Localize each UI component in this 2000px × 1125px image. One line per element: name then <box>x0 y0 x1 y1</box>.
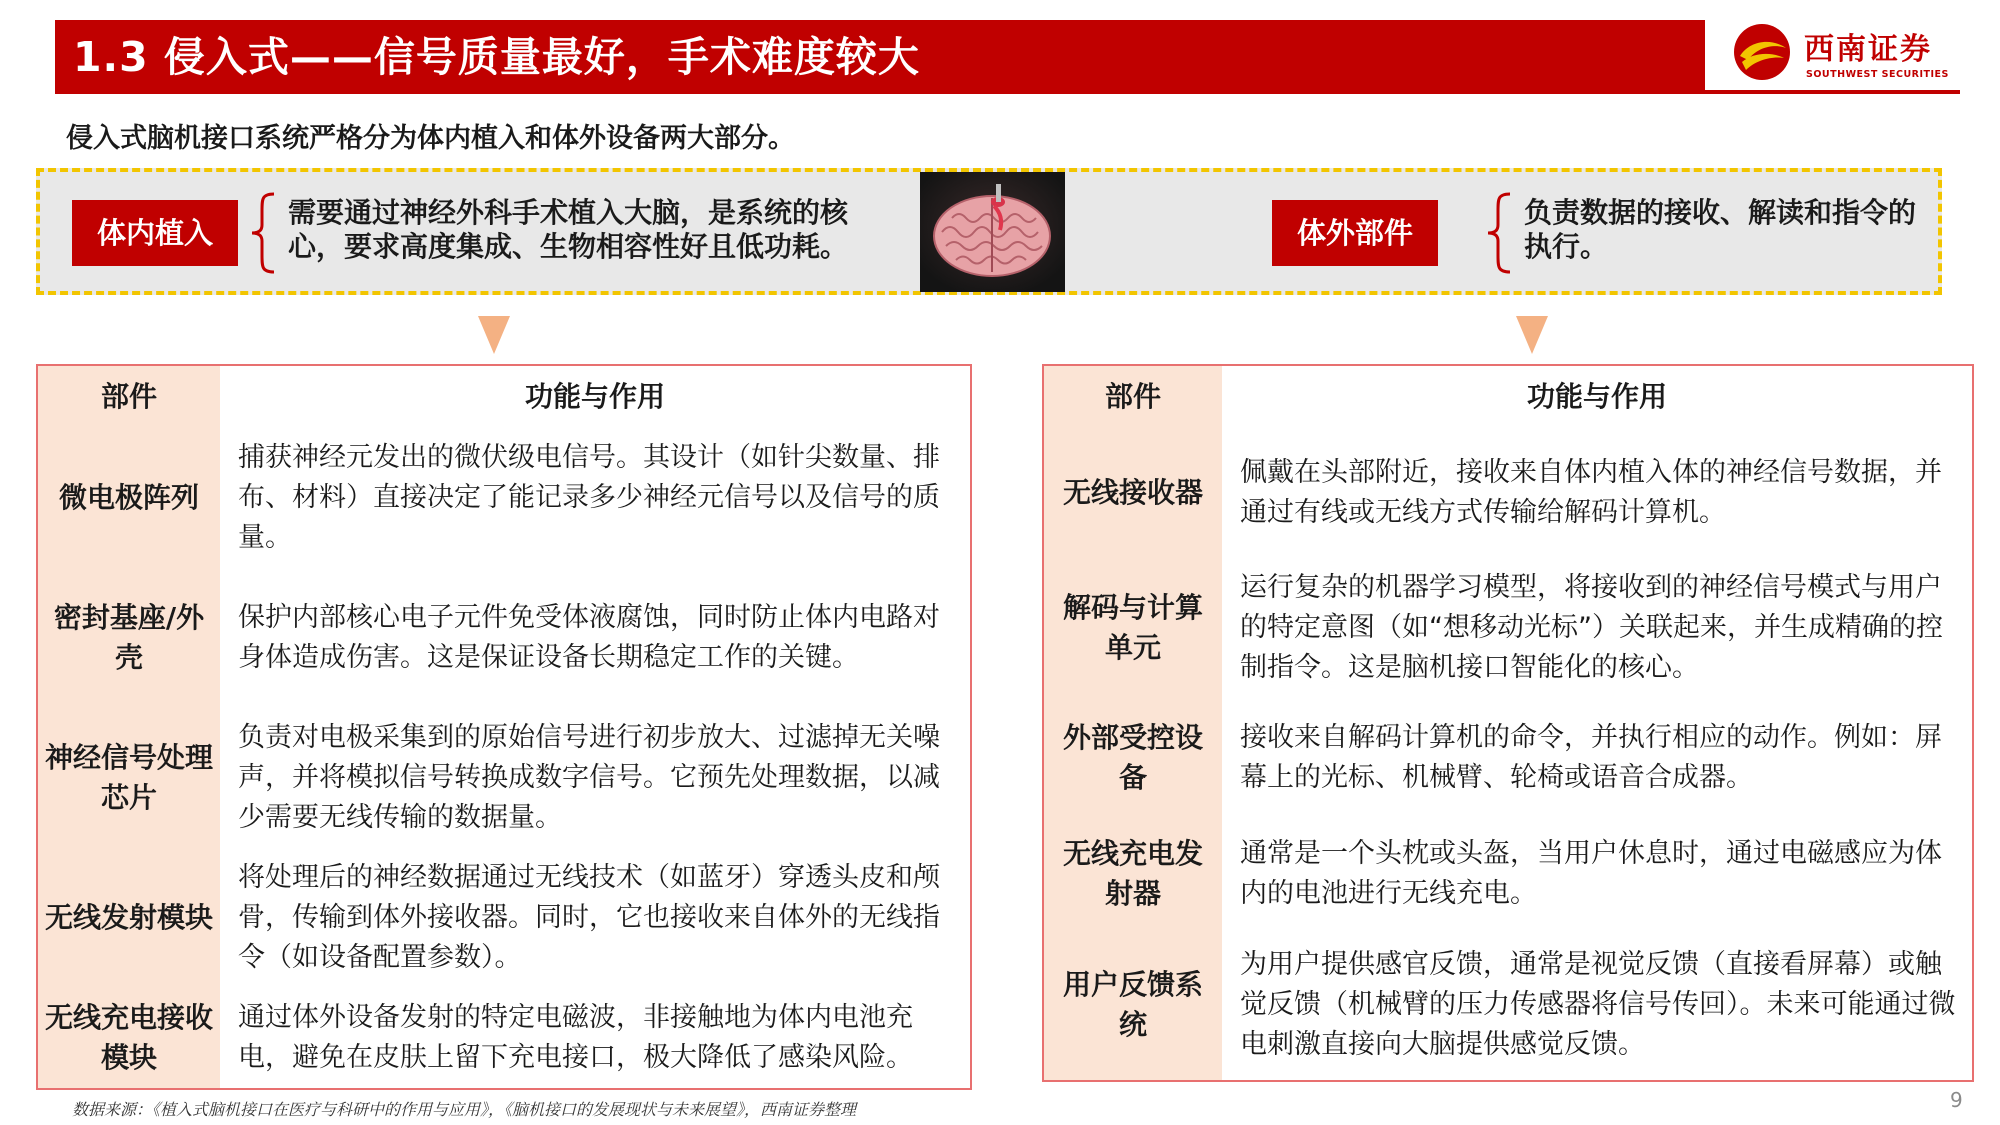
table-header-function: 功能与作用 <box>524 380 665 413</box>
internal-description: 需要通过神经外科手术植入大脑，是系统的核心，要求高度集成、生物相容性好且低功耗。 <box>288 196 849 263</box>
component-description: 保护内部核心电子元件免受体液腐蚀，同时防止体内电路对身体造成伤害。这是保证设备长期稳定工作的关键。 <box>238 602 940 673</box>
component-name: 密封基座/外壳 <box>53 601 205 674</box>
table-row <box>1044 698 1972 818</box>
table-row <box>38 848 970 988</box>
component-name: 无线充电发射器 <box>1062 837 1203 910</box>
brace-icon <box>1484 191 1514 275</box>
logo-mark-icon <box>1732 22 1792 82</box>
table-row <box>1044 930 1972 1080</box>
component-description: 通常是一个头枕或头盔，当用户休息时，通过电磁感应为体内的电池进行无线充电。 <box>1240 838 1942 909</box>
brace-icon <box>248 191 278 275</box>
component-name: 用户反馈系统 <box>1062 968 1203 1041</box>
table-row <box>1044 818 1972 930</box>
external-components-table <box>1042 364 1974 1082</box>
table-header-part: 部件 <box>1104 380 1161 413</box>
component-name: 微电极阵列 <box>58 481 199 514</box>
table-header-function: 功能与作用 <box>1526 380 1667 413</box>
brain-image <box>920 172 1065 292</box>
component-name: 神经信号处理芯片 <box>44 741 213 814</box>
down-arrow-icon <box>1516 316 1548 354</box>
table-row <box>1044 428 1972 558</box>
component-name: 无线接收器 <box>1062 476 1203 509</box>
internal-components-table <box>36 364 972 1090</box>
subtitle: 侵入式脑机接口系统严格分为体内植入和体外设备两大部分。 <box>66 123 795 154</box>
table-header-part: 部件 <box>100 380 157 413</box>
data-source-note: 数据来源：《植入式脑机接口在医疗与科研中的作用与应用》，《脑机接口的发展现状与未来展望》，西南证券整理 <box>72 1100 857 1119</box>
component-description: 捕获神经元发出的微伏级电信号。其设计（如针尖数量、排布、材料）直接决定了能记录多少神经元信号以及信号的质量。 <box>238 442 940 553</box>
component-description: 接收来自解码计算机的命令，并执行相应的动作。例如：屏幕上的光标、机械臂、轮椅或语音合成器。 <box>1240 722 1942 793</box>
internal-tag: 体内植入 <box>72 200 238 266</box>
external-description: 负责数据的接收、解读和指令的执行。 <box>1524 196 1917 263</box>
component-description: 为用户提供感官反馈，通常是视觉反馈（直接看屏幕）或触觉反馈（机械臂的压力传感器将信号传回）。未来可能通过微电刺激直接向大脑提供感觉反馈。 <box>1240 949 1956 1060</box>
logo-chinese-name: 西南证券 <box>1804 32 1932 67</box>
table-row <box>38 988 970 1088</box>
component-name: 无线充电接收模块 <box>44 1001 213 1074</box>
component-description: 将处理后的神经数据通过无线技术（如蓝牙）穿透头皮和颅骨，传输到体外接收器。同时，它也接收来自体外的无线指令（如设备配置参数）。 <box>238 862 940 973</box>
page-number: 9 <box>1950 1088 1963 1112</box>
table-row <box>38 568 970 708</box>
component-description: 负责对电极采集到的原始信号进行初步放大、过滤掉无关噪声，并将模拟信号转换成数字信号。它预先处理数据，以减少需要无线传输的数据量。 <box>238 722 940 833</box>
component-name: 外部受控设备 <box>1062 721 1203 794</box>
down-arrow-icon <box>478 316 510 354</box>
component-description: 通过体外设备发射的特定电磁波，非接触地为体内电池充电，避免在皮肤上留下充电接口，极大降低了感染风险。 <box>238 1002 913 1073</box>
logo-english-name: SOUTHWEST SECURITIES <box>1806 69 1949 80</box>
component-name: 解码与计算单元 <box>1062 591 1203 664</box>
component-description: 运行复杂的机器学习模型，将接收到的神经信号模式与用户的特定意图（如“想移动光标”）关联起来，并生成精确的控制指令。这是脑机接口智能化的核心。 <box>1240 572 1943 683</box>
company-logo <box>1728 18 1960 88</box>
table-row <box>1044 558 1972 698</box>
component-description: 佩戴在头部附近，接收来自体内植入体的神经信号数据，并通过有线或无线方式传输给解码计算机。 <box>1240 457 1942 528</box>
component-name: 无线发射模块 <box>44 901 213 934</box>
external-tag: 体外部件 <box>1272 200 1438 266</box>
title-rule <box>55 90 1960 94</box>
table-row <box>38 708 970 848</box>
page-title: 1.3 侵入式——信号质量最好，手术难度较大 <box>55 20 1705 94</box>
table-row <box>38 428 970 568</box>
